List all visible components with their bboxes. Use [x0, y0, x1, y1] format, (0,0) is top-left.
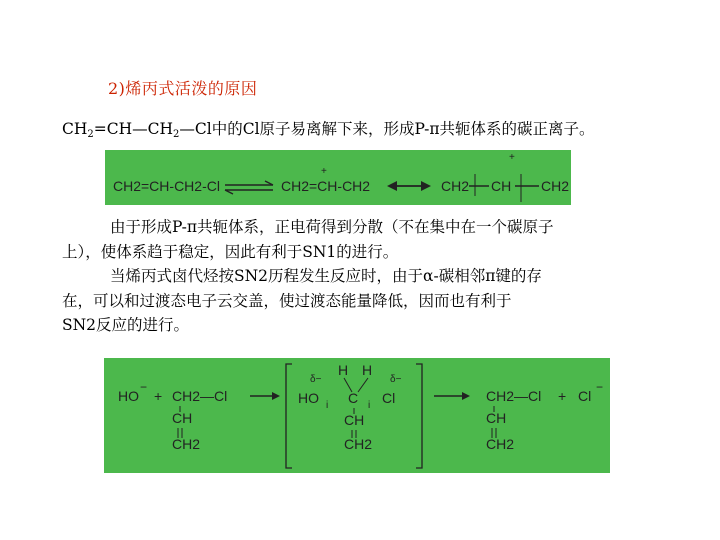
reaction-panel-2 [104, 358, 610, 473]
line1-sub2: 2 [173, 129, 180, 140]
plus-sign-2: + [558, 388, 567, 404]
reaction1-arrows [105, 150, 571, 205]
line1-mid: =CH—CH [93, 120, 174, 138]
product-ch2: CH2 [486, 436, 515, 452]
ts-delta-right: δ− [390, 374, 402, 385]
ts-bond-h1 [344, 378, 352, 392]
intermediate-charge: + [321, 166, 327, 177]
ts-h-left: H [338, 362, 349, 378]
chloride-charge: − [596, 380, 604, 394]
nucleophile: HO [118, 388, 139, 404]
ts-bond-h2 [358, 378, 368, 392]
paragraph-line-1: 由于形成P-π共轭体系，正电荷得到分散（不在集中在一个碳原子 [110, 218, 554, 236]
line1-suffix: —Cl中的Cl原子易离解下来，形成P-π共轭体系的碳正离子。 [179, 120, 595, 138]
line1-sub1: 2 [87, 129, 94, 140]
product-ch2-left: CH2 [441, 178, 470, 194]
resonance-head-right [421, 181, 431, 191]
product-ch: CH [491, 178, 512, 194]
reaction-panel-1 [105, 150, 571, 205]
paragraph-line-5: SN2反应的进行。 [62, 316, 190, 334]
intermediate-formula: CH2=CH-CH2 [281, 178, 371, 194]
paragraph-line-4: 在，可以和过渡态电子云交盖，使过渡态能量降低，因而也有利于 [62, 291, 512, 310]
product-ch2-right: CH2 [541, 178, 570, 194]
ts-ho: HO [298, 390, 319, 406]
ts-ch2: CH2 [344, 436, 373, 452]
ts-bracket-right [416, 364, 422, 468]
ts-delta-left: δ− [310, 374, 322, 385]
ts-h-right: H [362, 362, 373, 378]
ts-dot-left: i [326, 400, 329, 411]
product-ch: CH [486, 410, 507, 426]
ts-ch: CH [344, 412, 365, 428]
substrate-ch2: CH2 [172, 436, 201, 452]
arrow-to-product-head [462, 392, 470, 400]
product-top: CH2—Cl [486, 388, 542, 404]
section-heading: 2)烯丙式活泼的原因 [108, 79, 258, 98]
paragraph-line-3: 当烯丙式卤代烃按SN2历程发生反应时，由于α-碳相邻π键的存 [110, 267, 542, 285]
intro-line [62, 117, 595, 140]
explanation-paragraph [62, 215, 682, 338]
plus-sign-1: + [154, 388, 163, 404]
arrow-to-ts-head [272, 392, 280, 400]
reaction2-structure [104, 358, 610, 473]
ts-bracket-left [286, 364, 292, 468]
paragraph-line-2: 上），使体系趋于稳定，因此有利于SN1的进行。 [62, 242, 399, 261]
chloride: Cl [578, 388, 592, 404]
reactant-formula: CH2=CH-CH2-Cl [113, 178, 220, 194]
nucleophile-charge: − [140, 380, 148, 394]
ts-dot-right: i [368, 400, 371, 411]
substrate-top: CH2—Cl [172, 388, 228, 404]
ts-c: C [348, 390, 359, 406]
substrate-ch: CH [172, 410, 193, 426]
resonance-head-left [387, 181, 397, 191]
ts-cl: Cl [382, 390, 396, 406]
product-charge: + [509, 152, 515, 163]
line1-prefix: CH [62, 120, 88, 138]
